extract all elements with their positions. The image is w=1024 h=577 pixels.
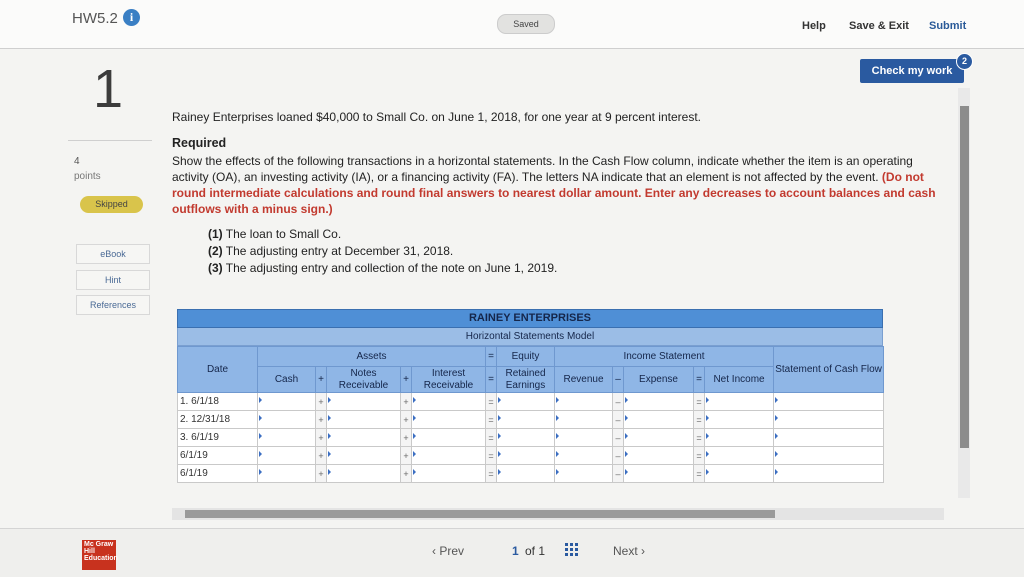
row-date: 6/1/18 <box>191 396 219 407</box>
points-label: points <box>74 171 101 182</box>
date-cell <box>178 411 258 429</box>
operator-sign: = <box>694 393 705 411</box>
operator-sign: = <box>486 429 497 447</box>
revenue-input[interactable] <box>555 465 613 483</box>
operator-sign: + <box>401 411 412 429</box>
operator-sign: + <box>401 393 412 411</box>
notes-receivable-input[interactable] <box>327 465 401 483</box>
mcgraw-hill-logo: Mc Graw Hill Education <box>82 540 116 570</box>
operator-sign: – <box>613 429 624 447</box>
operator-sign: + <box>316 429 327 447</box>
references-link[interactable]: References <box>76 295 150 315</box>
operator-sign: = <box>486 411 497 429</box>
attempts-badge: 2 <box>956 53 973 70</box>
notes-receivable-input[interactable] <box>327 393 401 411</box>
retained-earnings-input[interactable] <box>497 393 555 411</box>
cash-flow-input[interactable] <box>774 465 884 483</box>
rounding-note: (Do not round intermediate calculations and round final answers to nearest dollar amount. Enter any decreases to account balances and cash outflows with a minus sign.) <box>172 170 936 216</box>
expense-input[interactable] <box>624 393 694 411</box>
points-value: 4 <box>74 156 80 167</box>
prev-label: Prev <box>439 544 465 558</box>
interest-receivable-input[interactable] <box>412 411 486 429</box>
operator-sign: – <box>613 411 624 429</box>
operator-sign: – <box>613 393 624 411</box>
operator-sign: = <box>694 429 705 447</box>
question-intro: Rainey Enterprises loaned $40,000 to Small Co. on June 1, 2018, for one year at 9 percent interest. <box>172 110 701 124</box>
divider <box>68 140 152 141</box>
table-row <box>178 411 884 429</box>
operator-sign: = <box>486 447 497 465</box>
expense-header: Expense <box>624 367 694 393</box>
operator-sign: = <box>694 411 705 429</box>
expense-input[interactable] <box>624 447 694 465</box>
hint-link[interactable]: Hint <box>76 270 150 290</box>
statements-grid <box>177 346 884 483</box>
net-income-input[interactable] <box>705 411 774 429</box>
current-page: 1 <box>512 544 519 558</box>
equals-sign: = <box>694 367 705 393</box>
page-count: of 1 <box>525 544 546 558</box>
skipped-badge: Skipped <box>80 196 143 213</box>
prev-button[interactable]: ‹ Prev <box>432 544 465 558</box>
net-income-input[interactable] <box>705 465 774 483</box>
row-date: 6/1/19 <box>180 468 208 479</box>
cash-flow-header: Statement of Cash Flow <box>774 347 884 393</box>
interest-receivable-input[interactable] <box>412 465 486 483</box>
operator-sign: = <box>694 447 705 465</box>
table-row <box>178 465 884 483</box>
submit-link[interactable]: Submit <box>929 20 967 32</box>
operator-sign: – <box>613 465 624 483</box>
net-income-input[interactable] <box>705 429 774 447</box>
top-bar <box>0 0 1024 49</box>
list-item: (2) The adjusting entry at December 31, 2018. <box>208 244 454 258</box>
cash-input[interactable] <box>258 411 316 429</box>
operator-sign: + <box>316 393 327 411</box>
expense-input[interactable] <box>624 429 694 447</box>
operator-sign: = <box>486 393 497 411</box>
net-income-header: Net Income <box>705 367 774 393</box>
list-item: (1) The loan to Small Co. <box>208 227 342 241</box>
retained-earnings-input[interactable] <box>497 429 555 447</box>
required-text <box>172 153 952 217</box>
expense-input[interactable] <box>624 465 694 483</box>
cash-flow-input[interactable] <box>774 429 884 447</box>
table-row <box>178 393 884 411</box>
required-instructions: Show the effects of the following transactions in a horizontal statements. In the Cash Flow column, indicate whether the item is an operating activity (OA), an investing activity (IA), or a financing activity (FA). The letters NA indicate that an element is not affected by the event. <box>172 154 913 184</box>
operator-sign: + <box>316 411 327 429</box>
notes-receivable-header: Notes Receivable <box>327 367 401 393</box>
info-icon[interactable]: i <box>123 9 140 26</box>
cash-flow-input[interactable] <box>774 447 884 465</box>
row-number: 3. <box>180 432 189 443</box>
minus-sign: – <box>613 367 624 393</box>
help-link[interactable]: Help <box>802 20 826 32</box>
assets-header: Assets <box>258 347 486 367</box>
cash-input[interactable] <box>258 465 316 483</box>
retained-earnings-input[interactable] <box>497 447 555 465</box>
model-title: Horizontal Statements Model <box>177 328 883 346</box>
company-name: RAINEY ENTERPRISES <box>177 309 883 328</box>
net-income-input[interactable] <box>705 393 774 411</box>
row-number: 1. <box>180 396 189 407</box>
cash-input[interactable] <box>258 393 316 411</box>
row-date: 6/1/19 <box>191 432 219 443</box>
plus-sign: + <box>316 367 327 393</box>
operator-sign: = <box>694 465 705 483</box>
date-header: Date <box>178 347 258 393</box>
operator-sign: + <box>401 447 412 465</box>
date-cell <box>178 393 258 411</box>
notes-receivable-input[interactable] <box>327 429 401 447</box>
date-cell <box>178 447 258 465</box>
question-number: 1 <box>93 59 124 119</box>
interest-receivable-header: Interest Receivable <box>412 367 486 393</box>
interest-receivable-input[interactable] <box>412 447 486 465</box>
next-label: Next <box>613 544 638 558</box>
revenue-input[interactable] <box>555 429 613 447</box>
retained-earnings-header: Retained Earnings <box>497 367 555 393</box>
retained-earnings-input[interactable] <box>497 465 555 483</box>
cash-header: Cash <box>258 367 316 393</box>
operator-sign: = <box>486 465 497 483</box>
revenue-input[interactable] <box>555 411 613 429</box>
save-exit-link[interactable]: Save & Exit <box>849 20 909 32</box>
operator-sign: + <box>316 465 327 483</box>
income-statement-header: Income Statement <box>555 347 774 367</box>
vertical-scroll-thumb[interactable] <box>960 106 969 448</box>
row-date: 12/31/18 <box>191 414 231 425</box>
ebook-link[interactable]: eBook <box>76 244 150 264</box>
cash-input[interactable] <box>258 429 316 447</box>
revenue-input[interactable] <box>555 447 613 465</box>
next-button[interactable]: Next › <box>613 544 646 558</box>
retained-earnings-input[interactable] <box>497 411 555 429</box>
operator-sign: – <box>613 447 624 465</box>
operator-sign: + <box>316 447 327 465</box>
interest-receivable-input[interactable] <box>412 429 486 447</box>
transaction-list <box>208 226 557 277</box>
assignment-title: HW5.2 <box>72 10 118 27</box>
list-item: (3) The adjusting entry and collection of the note on June 1, 2019. <box>208 261 558 275</box>
saved-status: Saved <box>497 14 555 34</box>
check-my-work-button[interactable]: Check my work <box>860 59 964 83</box>
revenue-input[interactable] <box>555 393 613 411</box>
horizontal-statements-table <box>177 309 883 483</box>
date-cell <box>178 429 258 447</box>
notes-receivable-input[interactable] <box>327 447 401 465</box>
operator-sign: + <box>401 429 412 447</box>
required-heading: Required <box>172 136 227 150</box>
question-grid-icon[interactable] <box>565 543 578 556</box>
row-date: 6/1/19 <box>180 450 208 461</box>
expense-input[interactable] <box>624 411 694 429</box>
cash-input[interactable] <box>258 447 316 465</box>
equity-header: Equity <box>497 347 555 367</box>
revenue-header: Revenue <box>555 367 613 393</box>
plus-sign: + <box>401 367 412 393</box>
interest-receivable-input[interactable] <box>412 393 486 411</box>
table-row <box>178 447 884 465</box>
notes-receivable-input[interactable] <box>327 411 401 429</box>
date-cell <box>178 465 258 483</box>
net-income-input[interactable] <box>705 447 774 465</box>
operator-sign: + <box>401 465 412 483</box>
equals-sign: = <box>486 347 497 367</box>
cash-flow-input[interactable] <box>774 411 884 429</box>
cash-flow-input[interactable] <box>774 393 884 411</box>
table-row <box>178 429 884 447</box>
equals-sign: = <box>486 367 497 393</box>
horizontal-scroll-thumb[interactable] <box>185 510 775 518</box>
row-number: 2. <box>180 414 189 425</box>
